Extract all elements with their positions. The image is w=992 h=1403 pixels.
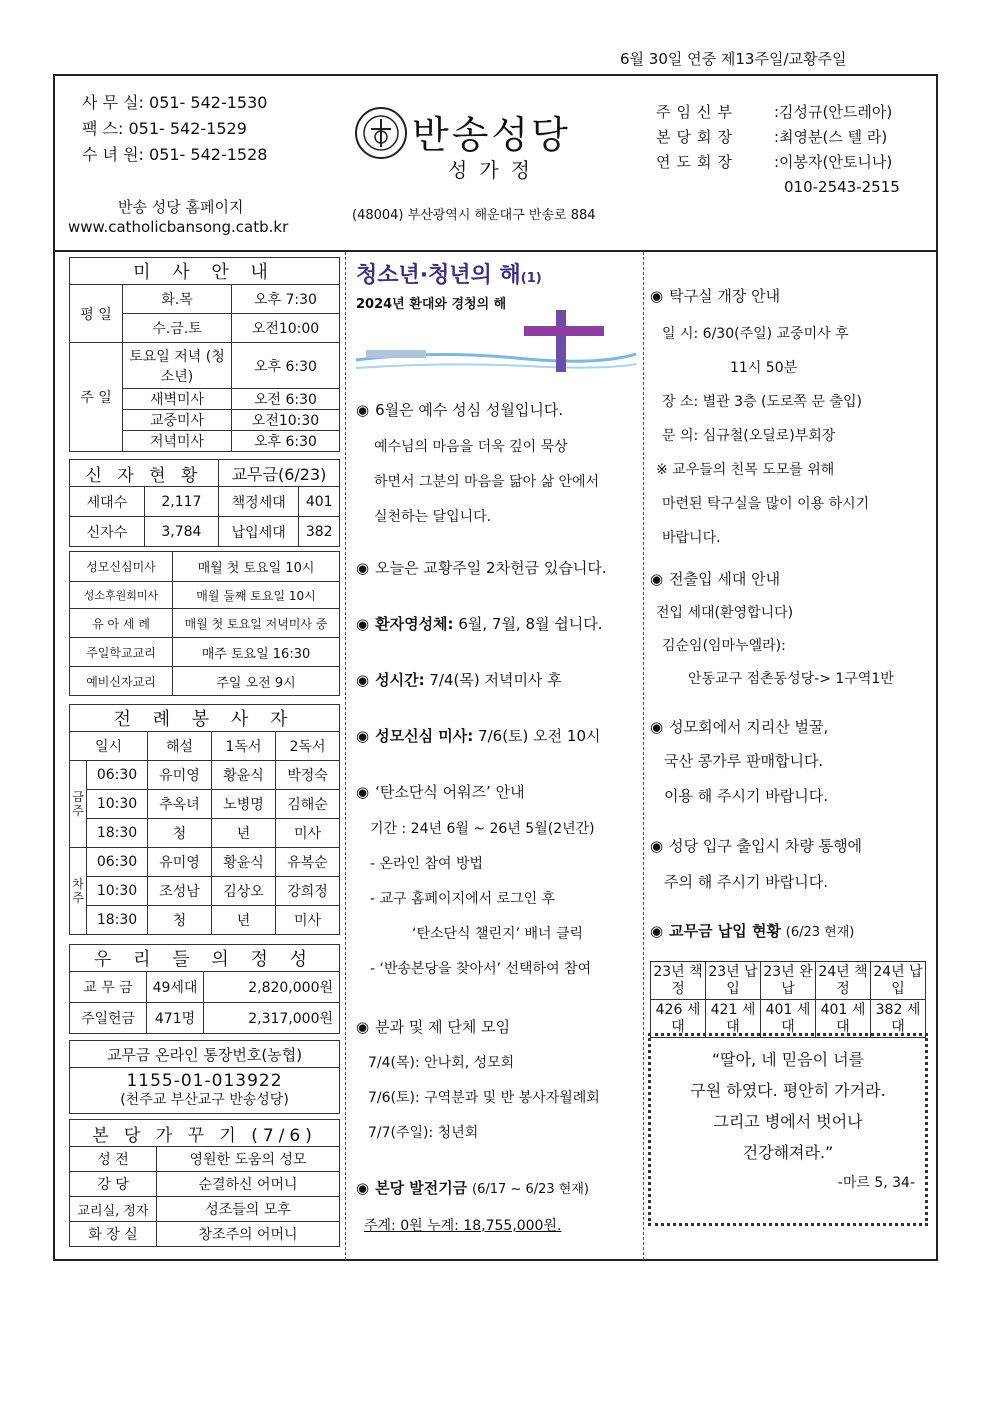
notice-development-fund: ◉ 본당 발전기금 (6/17 ~ 6/23 현재) [356, 1179, 589, 1197]
column-divider-right [643, 252, 644, 1260]
offerings-table: 우 리 들 의 정 성 교 무 금 49세대 2,820,000원 주일헌금 471명 2,317,000원 [69, 944, 340, 1034]
account-number: 1155-01-013922 [126, 1070, 283, 1091]
servers-table: 전 례 봉 사 자 일시 해설 1독서 2독서 금주 06:30 유미영 황윤식 박정숙 10:30 추옥녀 노병명 김해순 18:30 청 년 미사 차주 06:30 유미영 황윤식 유복순 10:30 조성남 김상오 강희정 18:30 청 년 미사 [69, 704, 340, 935]
notice-move-in-out: ◉ 전출입 세대 안내 [650, 570, 781, 588]
bullet-icon: ◉ [356, 559, 370, 577]
banner-cross-graphic [356, 310, 636, 376]
notice-carbon-awards: ◉ ‘탄소단식 어워즈’ 안내 [356, 783, 525, 801]
scripture-quote: “딸아, 네 믿음이 너를 구원 하였다. 평안히 가거라. 그리고 병에서 벗어나 건강해져라.” -마르 5, 34- [648, 1033, 928, 1226]
staff-president: 본당회장 :최영분(스 텔 라) [656, 128, 888, 146]
notice-marian-mass: ◉ 성모신심 미사: 7/6(토) 오전 10시 [356, 727, 601, 745]
weekday-label: 평 일 [70, 285, 123, 343]
notice-group-meetings-body: 7/4(목): 안나회, 성모회 7/6(토): 구역분과 및 반 봉사자월례회 7/7(주일): 청년회 [368, 1055, 600, 1141]
banner-subtitle: 2024년 환대와 경청의 해 [356, 297, 507, 312]
bullet-icon: ◉ [650, 718, 664, 736]
bullet-icon: ◉ [650, 837, 664, 855]
notice-sacred-heart-body: 예수님의 마음을 더욱 깊이 묵상 하면서 그분의 마음을 닮아 삶 안에서 실천하는 달입니다. [374, 439, 600, 525]
account-table: 교무금 온라인 통장번호(농협) 1155-01-013922 (천주교 부산교구 반송성당) [69, 1040, 340, 1114]
bullet-icon: ◉ [356, 671, 370, 689]
office-phone: 사 무 실: 051- 542-1530 [82, 93, 268, 112]
header-divider [53, 250, 938, 252]
development-fund-total: 주계: 0원 누계: 18,755,000원. [364, 1218, 562, 1234]
notice-pope-collection: ◉ 오늘은 교황주일 2차헌금 있습니다. [356, 559, 607, 577]
mass-title: 미 사 안 내 [70, 258, 340, 285]
bullet-icon: ◉ [356, 727, 370, 745]
fax-number: 팩 스: 051- 542-1529 [82, 119, 247, 138]
bullet-icon: ◉ [356, 401, 370, 419]
bullet-icon: ◉ [356, 1179, 370, 1197]
members-table: 신 자 현 황 교무금(6/23) 세대수 2,117 책정세대 401 신자수 3,784 납입세대 382 [69, 459, 340, 547]
schedule-table: 성모신심미사 매월 첫 토요일 10시 성소후원회미사 매월 둘째 토요일 10시 유 아 세 례 매월 첫 토요일 저녁미사 중 주일학교교리 매주 토요일 16:30 예비신자교리 주일 오전 9시 [69, 551, 340, 696]
dues-status-table: 23년 책정 23년 납입 23년 완납 24년 책정 24년 납입 426 세대 421 세대 401 세대 401 세대 382 세대 [650, 961, 926, 1038]
homepage-label: 반송 성당 홈페이지 [118, 198, 244, 216]
quote-reference: -마르 5, 34- [837, 1175, 915, 1191]
church-subtitle: 성가정 [448, 158, 542, 182]
notice-vehicle-caution-body: 주의 해 주시기 바랍니다. [664, 873, 828, 891]
mass-table: 미 사 안 내 평 일 화.목 오후 7:30 수.금.토 오전10:00 주 일 토요일 저녁 (청소년) 오후 6:30 새벽미사 오전 6:30 교중미사 오전10:30 저녁미사 오후 6:30 [69, 257, 340, 452]
church-name: 반송성당 [412, 113, 571, 157]
sunday-label: 주 일 [70, 343, 123, 452]
notice-sick-communion: ◉ 환자영성체: 6월, 7월, 8월 쉽니다. [356, 615, 603, 633]
homepage-url[interactable]: www.catholicbansong.catb.kr [68, 218, 289, 236]
staff-block [656, 100, 900, 200]
staff-yeondo: 연도회장 :이봉자(안토니나) [656, 153, 893, 171]
church-logo-icon [355, 107, 407, 159]
account-holder: (천주교 부산교구 반송성당) [120, 1091, 289, 1108]
notice-honey-sale-body: 국산 콩가루 판매합니다. 이용 해 주시기 바랍니다. [664, 752, 828, 805]
notice-pingpong-body: 일 시: 6/30(주일) 교중미사 후 11시 50분 장 소: 별관 3층 (도로쪽 문 출입) 문 의: 심규철(오딜로)부회장 ※ 교우들의 친목 도모를 위해 마련된 탁구실을 많이 이용 하시기 바랍니다. [656, 326, 870, 546]
staff-phone: 010-2543-2515 [784, 178, 900, 196]
contact-block [82, 90, 267, 168]
bullet-icon: ◉ [356, 1018, 370, 1036]
notice-dues-status: ◉ 교무금 납입 현황 (6/23 현재) [650, 922, 855, 940]
date-line: 6월 30일 연중 제13주일/교황주일 [620, 50, 847, 68]
notice-holy-hour: ◉ 성시간: 7/4(목) 저녁미사 후 [356, 671, 562, 689]
notice-move-in-out-body: 전입 세대(환영합니다) 김순임(임마누엘라): 안동교구 점촌동성당-> 1구역1반 [656, 605, 894, 687]
bullet-icon: ◉ [356, 615, 370, 633]
bullet-icon: ◉ [650, 922, 664, 940]
bullet-icon: ◉ [650, 287, 664, 305]
bullet-icon: ◉ [650, 570, 664, 588]
notice-vehicle-caution: ◉ 성당 입구 출입시 차량 통행에 [650, 837, 863, 855]
notice-honey-sale: ◉ 성모회에서 지리산 벌꿀, [650, 718, 829, 736]
notice-pingpong-room: ◉ 탁구실 개장 안내 [650, 287, 781, 305]
youth-year-banner [356, 258, 636, 376]
church-address: (48004) 부산광역시 해운대구 반송로 884 [352, 208, 596, 223]
bullet-icon: ◉ [356, 783, 370, 801]
staff-pastor: 주임신부 :김성규(안드레아) [656, 103, 893, 121]
convent-phone: 수 녀 원: 051- 542-1528 [82, 145, 268, 164]
cleaning-table: 본 당 가 꾸 기 (7/6) 성 전 영원한 도움의 성모 강 당 순결하신 어머니 교리실, 정자 성조들의 모후 화 장 실 창조주의 어머니 [69, 1119, 340, 1247]
notice-sacred-heart: ◉ 6월은 예수 성심 성월입니다. [356, 401, 564, 419]
banner-title: 청소년·청년의 해 [356, 263, 521, 288]
banner-suffix: (1) [520, 271, 542, 286]
notice-group-meetings: ◉ 분과 및 제 단체 모임 [356, 1018, 511, 1036]
notice-carbon-awards-body: 기간 : 24년 6월 ~ 26년 5월(2년간) - 온라인 참여 방법 - 교구 홈페이지에서 로그인 후 ‘탄소단식 챌린지’ 배너 클릭 - ‘반송본당을 찾아서’ 선택하여 참여 [370, 821, 595, 977]
column-divider-left [345, 252, 346, 1260]
